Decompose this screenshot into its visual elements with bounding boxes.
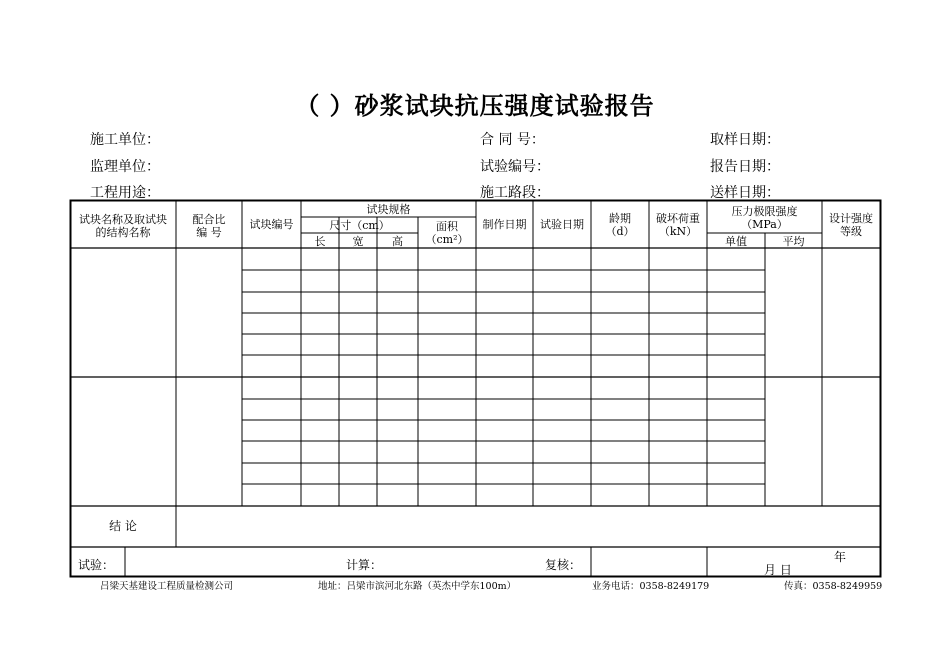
reviewer-label: 复核： [545,558,582,572]
average-header: 平均 [782,235,805,248]
specimen-no-header: 试块编号 [249,218,294,231]
length-header: 长 [314,235,326,248]
failure-load-header: 破坏荷重 （kN） [656,212,700,238]
size-header: 尺寸（cm） [329,219,390,232]
construction-unit-label: 施工单位： [90,132,160,148]
strength-header: 压力极限强度 （MPa） [731,205,798,231]
width-header: 宽 [352,235,364,248]
report-date-label: 报告日期： [710,159,780,175]
footer-address: 地址：吕梁市滨河北东路（英杰中学东100m） [318,581,517,592]
month-day-label: 月 日 [764,563,792,577]
design-grade-header: 设计强度 等级 [829,212,873,238]
road-section-label: 施工路段： [480,185,550,201]
test-no-label: 试验编号： [480,159,550,175]
test-date-header: 试验日期 [540,218,584,231]
footer-company: 吕梁天基建设工程质量检测公司 [100,581,234,592]
report-title: （ ）砂浆试块抗压强度试验报告 [295,91,655,120]
area-header: 面积 （cm²） [425,220,469,246]
tester-label: 试验： [78,558,115,572]
conclusion-label: 结 论 [109,519,137,533]
supervision-unit-label: 监理单位： [90,159,160,175]
single-value-header: 单值 [725,235,747,248]
year-label: 年 [834,550,847,564]
mix-ratio-header: 配合比 编 号 [192,213,226,239]
height-header: 高 [392,235,403,248]
project-use-label: 工程用途： [90,185,160,201]
footer-fax: 传真：0358-8249959 [784,581,883,592]
contract-no-label: 合 同 号： [480,132,545,148]
age-header: 龄期 （d） [605,212,635,238]
specimen-spec-header: 试块规格 [366,203,411,216]
specimen-name-header: 试块名称及取试块 的结构名称 [79,213,167,239]
make-date-header: 制作日期 [482,218,527,231]
delivery-date-label: 送样日期： [710,185,780,201]
calculator-label: 计算： [346,558,383,572]
sampling-date-label: 取样日期： [710,132,780,148]
footer-phone: 业务电话：0358-8249179 [592,581,710,592]
